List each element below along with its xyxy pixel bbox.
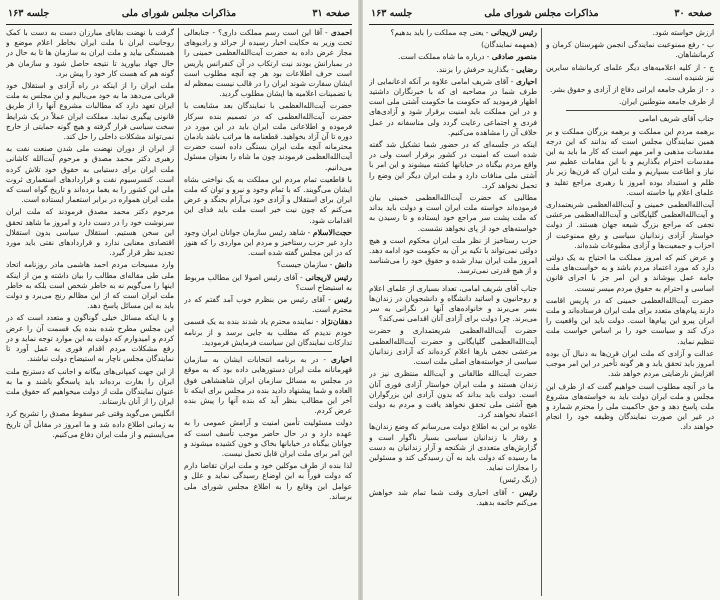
transcript-paragraph	[184, 295, 352, 315]
right-page-title: مذاکرات مجلس شورای ملی	[484, 8, 599, 19]
speech-text: و عرض کنم که امروز مملکت ما احتیاج به یک دولتی دارد که مورد اعتماد مردم باشد و به خواست‌های ملت جامه عمل بپوشاند و این امر جز با اجرای قانون اساسی و احترام به حقوق مردم میسر نیست.	[546, 253, 714, 293]
right-page	[363, 0, 720, 600]
speech-text: (همهمه نمایندگان)	[481, 40, 537, 50]
speech-text: آیت‌الله‌العظمی خمینی و آیت‌الله‌العظمی شریعتمداری و آیت‌الله‌العظمی گلپایگانی و آیت‌الله‌العظمی مرعشی نجفی که مراجع بزرگ شیعه جهان هستند. از دولت خواستار آزادی زندانیان سیاسی و رفع ممنوعیت از احزاب و جمعیت‌ها و آزادی مطبوعات شده‌اند.	[546, 200, 714, 250]
transcript-paragraph	[6, 409, 174, 440]
speech-text: ج - از کلیه اعلامیه‌های دیگر علمای کرمانشاه سایرین نیز شنیده است.	[546, 62, 714, 82]
column-rule	[178, 28, 179, 596]
speech-text: با قاطعیت تمام مردم این مملکت به یک نواختی بشاه ایشان می‌گویند. که با تمام وجود و نیرو و توان که ملت ایران برای استقلال و آزادی خود بی‌آرام بجنگد و عرض می‌کنم که چون نیت خیر است ملت باید فدای این اقدامات شود.	[184, 174, 352, 225]
transcript-paragraph	[369, 369, 537, 420]
speech-text: ارزش خواسته شود.	[652, 28, 714, 37]
right-page-right-column	[546, 28, 714, 596]
section-divider	[566, 110, 694, 111]
speech-text: از ایران از دوران نهضت ملی شدن صنعت نفت به رهبری دکتر محمد مصدق و مرحوم آیت‌الله کاشانی ملت ایران برای دستیابی به حقوق خود تلاش کرده است. کنسرسیوم نفت و قراردادهای استعماری ثروت ملی این کشور را به یغما برده‌اند و تاریخ گواه است که ملت ایران همواره در برابر استعمار ایستاده است.	[6, 144, 174, 205]
speaker-name: رضایی	[516, 64, 537, 74]
transcript-paragraph	[369, 28, 537, 38]
transcript-paragraph	[6, 81, 174, 142]
transcript-paragraph	[546, 97, 714, 107]
speech-text: دولت مسئولیت تأمین امنیت و آرامش عمومی را به عهده دارد و در حال حاضر موجب تأسف است که جوانان بیگناه در خیابانها بخاک و خون کشیده میشوند و این امر برای ملت ایران قابل تحمل نیست.	[184, 418, 352, 458]
transcript-paragraph	[369, 475, 537, 485]
speaker-name: دانش	[334, 260, 352, 270]
transcript-paragraph	[6, 313, 174, 364]
speech-text: ما در آنچه مطلوب است خواهیم گفت که از طرف این مجلس و ملت ایران دولت باید به خواسته‌های مشروع ملت پاسخ دهد و حق حاکمیت ملی را محترم شمارد و در غیر این صورت نمایندگان وظیفه خود را انجام خواهند داد.	[546, 381, 714, 432]
speech-text: و با اینکه مسائل خیلی گوناگون و متعدد است که در این مجلس مطرح شده بنده یک قسمت آن را عرض کردم و امیدوارم که دولت به این موارد توجه نماید و در رفع مشکلات مردم اقدام فوری به عمل آورد تا نمایندگان مجلس ناچار به استیضاح دولت نباشند.	[6, 313, 174, 364]
left-page-number: صفحه ۳۱	[312, 8, 350, 19]
right-page-left-column	[369, 28, 537, 596]
right-page-session: جلسه ۱۶۳	[371, 8, 413, 19]
transcript-paragraph	[369, 65, 537, 75]
speaker-name: رئیس	[519, 487, 537, 497]
right-page-header	[369, 6, 714, 25]
transcript-paragraph	[184, 273, 352, 293]
transcript-paragraph	[184, 461, 352, 502]
transcript-paragraph	[184, 355, 352, 416]
transcript-paragraph	[546, 127, 714, 198]
speech-text: - درباره ما شاه مملکت است.	[398, 52, 490, 62]
transcript-paragraph	[184, 418, 352, 459]
transcript-paragraph	[369, 488, 537, 508]
speech-text: ملت ایران را از اینکه در راه آزادی و استقلال خود قربانی می‌دهد ما به خود می‌بالیم و این مجلس به ملت ایران تعهد دارد که مطالبات مشروع آنها را از طریق قانونی پیگیری نماید. مملکت ایران عملاً در یک شرایط سخت سیاسی قرار گرفته و هیچ گونه حمایتی از خارج نمی‌تواند مشکلات داخلی را حل کند.	[6, 81, 174, 142]
speech-text: انگلیس می‌گوید وقتی غیر سقوط مصدق را تشریح کرد به زمانی اطلاع داده شد و ما امروز در مقابل آن تاریخ می‌ایستیم و از ملت ایران دفاع می‌کنیم.	[6, 409, 174, 439]
transcript-paragraph	[369, 236, 537, 277]
section-divider	[389, 280, 517, 281]
speech-text: - بگذارید حرفش را بزنند.	[436, 64, 514, 74]
speech-text: حضرت آیت‌الله‌العظمی با نمایندگان بعد مشایعت با حضرت آیت‌الله‌العظمی که در تصمیم بنده سرکار فرموده و اطلاعاتی ملت ایران باید در این مورد در دوره تا آن آزاد بخواهید. قطعنامه ها مراتب باشد بادمان محترمانه آنچه ملت ایران بستگی داده است حضرت آیت‌الله‌العظمی فرمودند چون ما شاه را بعنوان مسئول می‌دانیم.	[184, 101, 352, 172]
transcript-paragraph	[184, 260, 352, 270]
speaker-name: منصور صادقی	[491, 52, 537, 62]
transcript-paragraph	[6, 144, 174, 205]
speech-text: - آقای شریف امامی علاوه بر آنکه ادعانمایی از طرف شما در مصاحبه ای که با خبرنگاران داشتید اظهار فرمودید که حکومت ما حکومت آشتی ملی است و در این مملکت باید امنیت برقرار شود و آزادی‌های فردی و اجتماعی رعایت گردد ولی متاسفانه در عمل خلاف آن را مشاهده می‌کنیم.	[369, 76, 537, 137]
speaker-name: احمدی	[330, 28, 352, 37]
speech-text: د - از طرف جامعه ایرانی دفاع از آزادی و حقوق بشر.	[549, 85, 714, 95]
speech-text: از این جهت کمپانی‌های بیگانه و اجانب که دسترنج ملت ایران را بغارت برده‌اند باید پاسخگو باشند و ما به عنوان نمایندگان ملت از دولت میخواهیم که حقوق ملت ایران را از آنان بازستاند.	[6, 366, 174, 407]
transcript-paragraph	[546, 253, 714, 294]
speech-text: - آقا این است رسم مملکت داری؟ - جنابعالی تحت وزیر به حکایت اخبار رسیده از جرائد و رادیوهای مجاز عرض داده به حضرت آیت‌الله‌العظمی خمینی را در بمبارانش بودند نیت ارتکاب در آن کنفرانس پاریس است حرف اطلاعات بود هر چه آنچه مطلوب است ایشان سفارت شوند ایران را در قالب نیست بمعظم له با تضمینات اعلامیه ها ایشان مطلوب گردید.	[184, 28, 352, 99]
speech-text: از طرف جامعه متوطنین ایران.	[619, 97, 714, 107]
left-page-left-column	[6, 28, 174, 596]
transcript-paragraph	[184, 101, 352, 172]
speech-text: مطالبی که حضرت آیت‌الله‌العظمی خمینی بیان فرموده‌اند خواسته ملت ایران است و دولت باید بداند که ملت پشت سر مراجع خود ایستاده و تا رسیدن به خواسته‌های خود از پای نخواهد نشست.	[369, 193, 537, 233]
left-page	[0, 0, 358, 600]
speech-text: - آقای رئیس من بنظرم خوب آمد گفتم که در محترم است.	[184, 295, 352, 315]
speech-text: - شاهد رئیس سازمان جوانان ایران وجود دارد غیر حزب رستاخیز و مردم این مواردی را که هنوز که در این مجلس گفته شده است.	[184, 227, 352, 258]
speech-text: برهمه مردم این مملکت و برهمه بزرگان مملکت و بر همین نمایندگان مجلس است که بدانند که این درجه مقدسات مذهبی و امر مهم است که کار ما باید به این مقدسات احترام بگذاریم و با این مقامات عظیم سر نیاز و اطاعت بسپاریم و ملت ایران که قرن‌ها زیر بار ظلم و استبداد بوده امروز با رهبری مراجع تقلید و علمای اعلام بپا خاسته است.	[546, 126, 714, 197]
transcript-paragraph	[6, 207, 174, 258]
speech-text: جناب آقای شریف امامی	[638, 114, 714, 124]
transcript-paragraph	[546, 40, 714, 60]
transcript-paragraph	[546, 200, 714, 251]
transcript-paragraph	[184, 175, 352, 226]
speech-text: - نماینده محترم یاد شدند بنده به یک قسمی خودم ندیدم که مطلب به جایی برسد و از برنامه تدارکات نمایندگان این سیاست فرمایش فرمودید.	[184, 317, 352, 347]
speech-text: عدالت و آزادی که ملت ایران قرن‌ها به دنبال آن بوده امروز باید تحقق یابد و هر گونه تأخیر در این امر موجب افزایش نارضایتی مردم خواهد شد.	[546, 348, 714, 379]
speaker-name: دهقان‌نژاد	[321, 317, 352, 327]
speech-text: - سازمان جیست؟	[276, 260, 333, 270]
speaker-name: رئیس لاریجانی	[305, 272, 352, 282]
transcript-paragraph	[369, 77, 537, 138]
speaker-name: رئیس	[334, 295, 352, 305]
transcript-paragraph	[546, 85, 714, 95]
speech-text: علاوه بر این به اطلاع دولت می‌رسانم که وضع زندان‌ها و رفتار با زندانیان سیاسی بسیار ناگوار است و گزارش‌های متعددی از شکنجه و آزار زندانیان به دست ما رسیده که دولت باید به آن رسیدگی کند و مسئولین را مجازات نماید.	[369, 422, 537, 473]
right-page-number: صفحه ۳۰	[674, 8, 712, 19]
column-rule	[541, 28, 542, 596]
speech-text: حضرت آیت‌الله‌العظمی شریعتمداری و حضرت آیت‌الله‌العظمی گلپایگانی و حضرت آیت‌الله‌العظمی مرعشی نجفی بارها اعلام کرده‌اند که آزادی زندانیان سیاسی از خواسته‌های اصلی ملت است.	[369, 326, 537, 367]
speech-text: جناب آقای شریف امامی، تعداد بسیاری از علمای اعلام و روحانیون و اساتید دانشگاه و دانشجویان در زندان‌ها بسر می‌برند و خانواده‌های آنها در نگرانی به سر می‌برند. چرا دولت برای آزادی آنان اقدامی نمی‌کند؟	[369, 283, 537, 324]
transcript-paragraph	[546, 28, 714, 38]
section-divider	[204, 351, 332, 352]
transcript-paragraph	[184, 317, 352, 348]
transcript-paragraph	[369, 52, 537, 62]
speech-text: حضرت آیت‌الله طالقانی و آیت‌الله منتظری نیز در زندان هستند و ملت ایران خواستار آزادی فوری آنان است. دولت باید بداند که بدون آزادی این بزرگواران هیچ آشتی ملی تحقق نخواهد یافت و مردم به دولت اعتماد نخواهند کرد.	[369, 369, 537, 420]
left-page-title: مذاکرات مجلس شورای ملی	[121, 8, 237, 19]
transcript-paragraph	[6, 260, 174, 311]
left-page-header	[6, 6, 352, 25]
transcript-paragraph	[369, 422, 537, 473]
transcript-paragraph	[369, 284, 537, 325]
left-page-columns	[6, 28, 352, 596]
speaker-name: حجت‌الاسلام	[312, 227, 352, 237]
speech-text: حضرت آیت‌الله‌العظمی خمینی که در پاریس اقامت دارند پیام‌های متعدد برای ملت ایران فرستاده‌اند و ملت ایران پیرو این پیام‌ها است. دولت باید این واقعیت را درک کند و سیاست خود را بر اساس خواست ملت تنظیم نماید.	[546, 295, 714, 346]
speaker-name: احیاری	[515, 76, 537, 86]
transcript-paragraph	[6, 367, 174, 408]
transcript-paragraph	[546, 349, 714, 380]
speech-text: حزب رستاخیز از نظر ملت ایران محکوم است و هیچ دولتی نمی‌تواند با تکیه بر آن به حکومت خود ادامه دهد. امروز ملت ایران بیدار شده و حقوق خود را می‌شناسد و از هیچ قدرتی نمی‌ترسد.	[369, 235, 537, 276]
left-page-right-column	[184, 28, 352, 596]
transcript-paragraph	[369, 326, 537, 367]
speech-text: ب - رفع ممنوعیت نمایندگی انجمن شهرستان کرمان و کرمانشاهان.	[546, 40, 714, 60]
transcript-paragraph	[184, 28, 352, 99]
transcript-paragraph	[546, 114, 714, 124]
transcript-paragraph	[369, 193, 537, 234]
transcript-paragraph	[546, 63, 714, 83]
speech-text: وارد مسیحات مردم احمد هاشمی مادر روزنامه اتحاد ملی طی مقاله‌ای مطالب را بیان داشته و من از اینکه اینها را می‌گویم نه به خاطر شخص است بلکه به خاطر ملت ایران است که از این مظالم رنج می‌برد و دولت باید به این مسائل پاسخ دهد.	[6, 260, 174, 311]
speaker-name: رئیس لاریجانی	[490, 28, 537, 37]
speech-text: - آقای رئیس اصولا این مطالب مربوط به استیضاح است؟	[184, 272, 352, 292]
transcript-paragraph	[369, 140, 537, 191]
transcript-paragraph	[546, 296, 714, 347]
speech-text: لذا بنده از طرف موکلین خود و ملت ایران تقاضا دارم که دولت فوراً به این اوضاع رسیدگی نماید و علل و عوامل این وقایع را به اطلاع مجلس شورای ملی برساند.	[184, 461, 352, 501]
transcript-paragraph	[184, 228, 352, 259]
transcript-paragraph	[369, 40, 537, 50]
speech-text: - در به برنامه انتخابات ایشان به سازمان قهرمانانه ملت ایران دستورهایی داده بود که به موقع در مجلس به مسائل سازمان ایران شاهنشاهی فوق العاده و شما پیشنهاد دادید بنده در مجلس برای اینکه تا آخر این مطالب بنظر آید که بنده آنها را پیش بنده عرض کردم.	[184, 355, 352, 416]
speech-text: اینکه در جلسه‌ای که در حضور شما تشکیل شد گفته شده است که امنیت در کشور برقرار است ولی در واقع مردم بیگناه در خیابانها کشته میشوند و این امر با آشتی ملی منافات دارد و ملت ایران دیگر این وضع را تحمل نخواهد کرد.	[369, 140, 537, 190]
transcript-paragraph	[6, 28, 174, 79]
right-page-columns	[369, 28, 714, 596]
speech-text: - یعنی چه مملکت را باید بدهیم؟	[390, 28, 489, 37]
left-page-session: جلسه ۱۶۳	[8, 8, 50, 19]
speech-text: (زنگ رئیس)	[499, 475, 537, 485]
speech-text: مرحوم دکتر محمد مصدق فرمودند که ملت ایران سرنوشت خود را در دست دارد و امروز ما شاهد تحقق این سخن هستیم. استقلال سیاسی بدون استقلال اقتصادی معنایی ندارد و قراردادهای نفتی باید مورد تجدید نظر قرار گیرد.	[6, 207, 174, 258]
speech-text: - آقای احیاری وقت شما تمام شد خواهش می‌کنم خاتمه بدهید.	[369, 487, 537, 507]
transcript-paragraph	[546, 382, 714, 433]
speech-text: گرفت با نهضت بقایای مبارزان دست به دست با کمک روحانیت ایران با ملت ایران بخاطر اعلام موضع و همبستگی بیاید و ملت ایران به سازمان ها تا به حال در حال جهاد بیاورید تا نتیجه حاصل شود و سازمان هر گونه هم که هست کار خود را پیش برد.	[6, 28, 174, 78]
speaker-name: احیاری	[330, 355, 352, 365]
